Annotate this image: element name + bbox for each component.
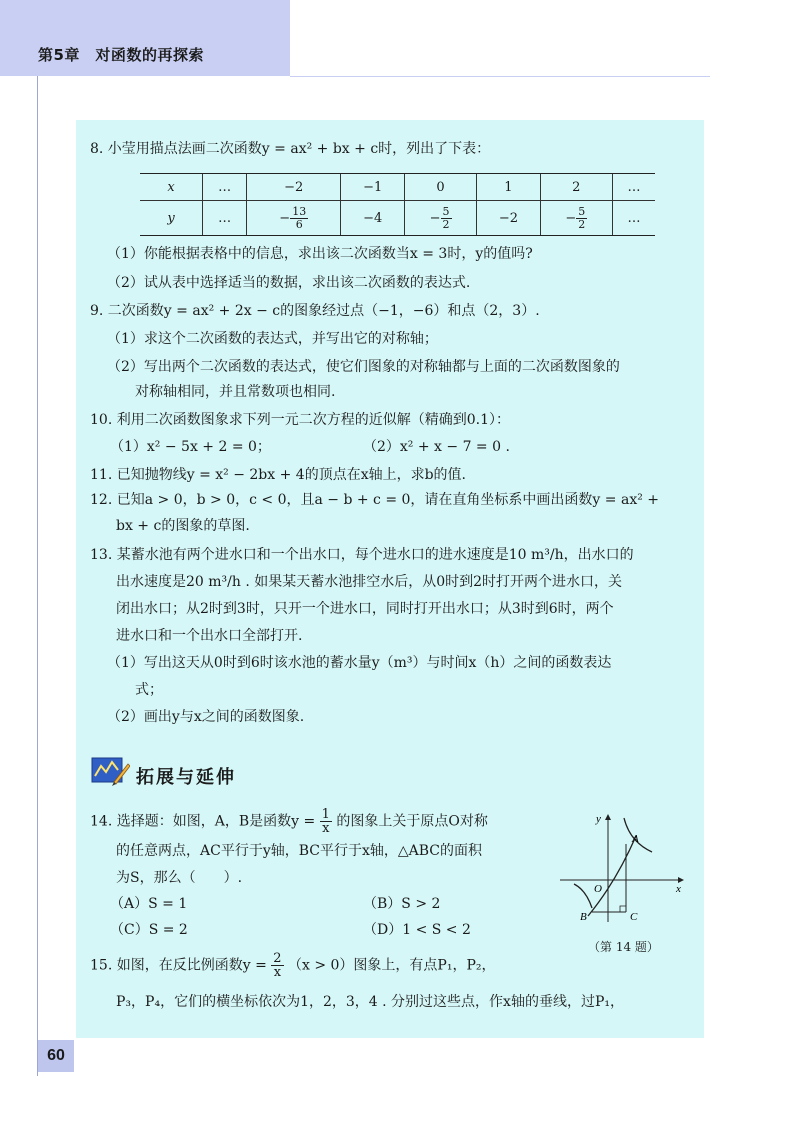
q13-line3: 闭出水口；从2时到3时，只开一个进水口，同时打开出水口；从3时到6时，两个 [116, 601, 614, 617]
q9-stem: 9. 二次函数y = ax² + 2x − c的图象经过点（−1，−6）和点（2，3）. [90, 303, 540, 319]
q13-line1: 13. 某蓄水池有两个进水口和一个出水口，每个进水口的进水速度是10 m³/h，出水口的 [90, 547, 634, 563]
table-cell: 1 [477, 174, 541, 201]
header-rule [290, 76, 710, 77]
q14-option-a: （A）S = 1 [110, 896, 188, 912]
q8-stem: 8. 小莹用描点法画二次函数y = ax² + bx + c时，列出了下表： [90, 141, 491, 157]
q10-stem: 10. 利用二次函数图象求下列一元二次方程的近似解（精确到0.1）： [90, 412, 510, 428]
table-cell: x [140, 174, 203, 201]
q14-option-d: （D）1 < S < 2 [363, 922, 471, 938]
page-number: 60 [38, 1040, 74, 1072]
pencil-chart-icon [90, 752, 130, 788]
chapter-title: 第5章 对函数的再探索 [38, 46, 204, 64]
q8-part2: （2）试从表中选择适当的数据，求出该二次函数的表达式. [107, 275, 471, 291]
q9-part2a: （2）写出两个二次函数的表达式，使它们图象的对称轴都与上面的二次函数图象的 [107, 359, 620, 375]
table-cell: − $\frac{13}{6}$ [247, 201, 341, 236]
q10-part1: （1）x² − 5x + 2 = 0； [110, 439, 271, 455]
fraction: $\frac{1}{x}$ [321, 807, 330, 836]
fraction: $\frac{13}{6}$ [292, 204, 307, 231]
section-title: 拓展与延伸 [136, 767, 236, 788]
q8-part1: （1）你能根据表格中的信息，求出该二次函数当x = 3时，y的值吗? [107, 246, 533, 262]
q13-line4: 进水口和一个出水口全部打开. [116, 628, 303, 644]
table-cell: 2 [540, 174, 612, 201]
q14-figure [560, 812, 690, 922]
fig-label-b: B [580, 911, 587, 922]
fig-label-o: O [594, 883, 602, 895]
table-cell: − $\frac{5}{2}$ [540, 201, 612, 236]
table-cell: … [203, 174, 247, 201]
q10-part2: （2）x² + x − 7 = 0 . [363, 439, 510, 455]
fraction: $\frac{2}{x}$ [273, 951, 282, 980]
q12-line1: 12. 已知a > 0，b > 0，c < 0，且a − b + c = 0，请在直角坐标系中画出函数y = ax² + [90, 492, 660, 508]
fig-label-y: y [596, 813, 601, 825]
q13-part1a: （1）写出这天从0时到6时该水池的蓄水量y（m³）与时间x（h）之间的函数表达 [107, 655, 612, 671]
q13-part2: （2）画出y与x之间的函数图象. [107, 709, 305, 725]
q15-line1: 15. 如图，在反比例函数y = $\frac{2}{x}$ （x > 0）图象上，有点P₁，P₂， [90, 951, 496, 980]
q11-stem: 11. 已知抛物线y = x² − 2bx + 4的顶点在x轴上，求b的值. [90, 467, 467, 483]
fig-label-c: C [630, 911, 638, 922]
q12-line2: bx + c的图象的草图. [116, 518, 250, 534]
value-table [140, 173, 655, 236]
fig-label-a: A [632, 833, 639, 845]
q14-option-c: （C）S = 2 [110, 922, 188, 938]
q13-part1b: 式； [135, 682, 163, 698]
q14-line1: 14. 选择题：如图，A，B是函数y = $\frac{1}{x}$ 的图象上关于原点O对称 [90, 807, 488, 836]
table-cell: −4 [341, 201, 405, 236]
table-cell: … [612, 201, 655, 236]
table-cell: −2 [477, 201, 541, 236]
table-cell: − $\frac{5}{2}$ [404, 201, 476, 236]
fraction: $\frac{5}{2}$ [578, 204, 586, 231]
table-cell: −1 [341, 174, 405, 201]
q9-part1: （1）求这个二次函数的表达式，并写出它的对称轴； [107, 331, 438, 347]
table-cell: … [203, 201, 247, 236]
table-cell: 0 [404, 174, 476, 201]
table-row-x [140, 174, 655, 201]
margin-rule [37, 76, 38, 1076]
q9-part2b: 对称轴相同，并且常数项也相同. [135, 384, 336, 400]
fraction: $\frac{5}{2}$ [442, 204, 450, 231]
fig-label-x: x [676, 883, 681, 895]
figure-caption: （第 14 题） [588, 940, 659, 954]
table-cell: … [612, 174, 655, 201]
table-cell: −2 [247, 174, 341, 201]
q14-line2: 的任意两点，AC平行于y轴，BC平行于x轴，△ABC的面积 [116, 843, 483, 859]
q14-option-b: （B）S > 2 [363, 896, 441, 912]
table-cell: y [140, 201, 203, 236]
q14-line3: 为S，那么（ ）. [116, 870, 243, 886]
table-row-y [140, 201, 655, 236]
q15-line2: P₃，P₄，它们的横坐标依次为1，2，3，4 . 分别过这些点，作x轴的垂线，过P₁， [116, 994, 624, 1010]
q13-line2: 出水速度是20 m³/h . 如果某天蓄水池排空水后，从0时到2时打开两个进水口，关 [116, 574, 623, 590]
